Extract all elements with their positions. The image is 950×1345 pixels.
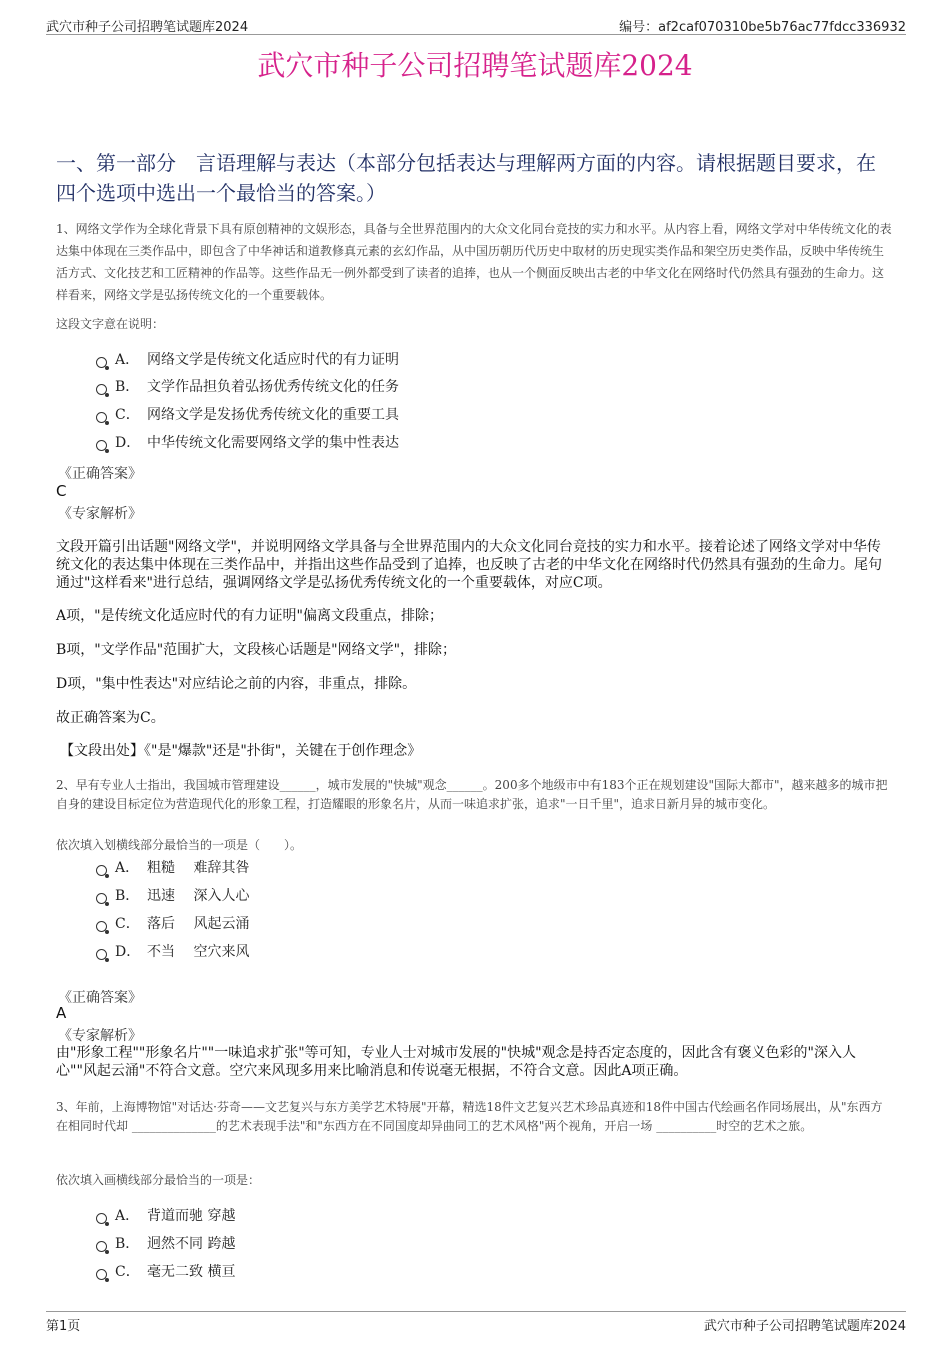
question-2-prompt: 依次填入划横线部分最恰当的一项是（ ）。: [56, 838, 303, 852]
q2-answer-label: 《正确答案》: [58, 990, 142, 1006]
radio-icon[interactable]: [96, 921, 107, 932]
question-3-prompt: 依次填入画横线部分最恰当的一项是：: [56, 1173, 261, 1187]
section-heading: 一、第一部分 言语理解与表达（本部分包括表达与理解两方面的内容。请根据题目要求，在四个选项中选出一个最恰当的答案。）: [56, 151, 876, 205]
radio-icon[interactable]: [96, 1269, 107, 1280]
q1-note-d: D项，"集中性表达"对应结论之前的内容，非重点，排除。: [56, 676, 417, 692]
radio-icon[interactable]: [96, 440, 107, 451]
page-footer: [46, 1311, 906, 1334]
q1-analysis: 文段开篇引出话题"网络文学"，并说明网络文学具备与全世界范围内的大众文化同台竞技的实力和水平。接着论述了网络文学对中华传统文化的表达集中体现在三类作品中，并指出这些作品受到了追捧，也反映了古老的中华文化在网络时代仍然具有强劲的生命力。尾句通过"这样看来"进行总结，强调网络文学是弘扬优秀传统文化的一个重要载体，对应C项。: [56, 539, 882, 591]
q1-answer: C: [56, 482, 67, 500]
question-3-text: 3、年前，上海博物馆"对话达·芬奇——文艺复兴与东方美学艺术特展"开幕，精选18件文艺复兴艺术珍品真迹和18件中国古代绘画名作同场展出，从"东西方在相同时代却 ______________的艺术表现手法"和"东西方在不同国度却异曲同工的艺术风格"两个视角，开启一场 __________时空的艺术之旅。: [56, 1100, 883, 1133]
q1-option-d[interactable]: D． 中华传统文化需要网络文学的集中性表达: [96, 433, 399, 453]
q2-analysis: 由"形象工程""形象名片""一味追求扩张"等可知，专业人士对城市发展的"快城"观念是持否定态度的，因此含有褒义色彩的"深入人心""风起云涌"不符合文意。空穴来风现多用来比喻消息和传说毫无根据，不符合文意。因此A项正确。: [56, 1045, 856, 1079]
q3-option-b[interactable]: B． 迥然不同 跨越: [96, 1234, 235, 1254]
q2-option-b[interactable]: B． 迅速 深入人心: [96, 886, 249, 906]
q1-option-b[interactable]: B． 文学作品担负着弘扬优秀传统文化的任务: [96, 377, 399, 397]
radio-icon[interactable]: [96, 949, 107, 960]
radio-icon[interactable]: [96, 412, 107, 423]
q1-option-a[interactable]: A． 网络文学是传统文化适应时代的有力证明: [96, 350, 399, 370]
q2-answer: A: [56, 1004, 67, 1022]
q1-source: 【文段出处】《"是"爆款"还是"扑街"，关键在于创作理念》: [60, 743, 422, 759]
page-number: 第1页: [46, 1319, 81, 1334]
document-id: 编号：af2caf070310be5b76ac77fdcc336932: [619, 20, 906, 35]
radio-icon[interactable]: [96, 357, 107, 368]
footer-title: 武穴市种子公司招聘笔试题库2024: [703, 1319, 906, 1334]
question-2-text: 2、早有专业人士指出，我国城市管理建设______，城市发展的"快城"观念______。200多个地级市中有183个正在规划建设"国际大都市"，越来越多的城市把自身的建设目标定位为营造现代化的形象工程，打造耀眼的形象名片，从而一味追求扩张，追求"一日千里"，追求日新月异的城市变化。: [56, 778, 888, 811]
radio-icon[interactable]: [96, 893, 107, 904]
page-title: 武穴市种子公司招聘笔试题库2024: [257, 49, 693, 82]
q1-option-c[interactable]: C． 网络文学是发扬优秀传统文化的重要工具: [96, 405, 399, 425]
q3-option-c[interactable]: C． 毫无二致 横亘: [96, 1262, 235, 1282]
q2-option-c[interactable]: C． 落后 风起云涌: [96, 914, 249, 934]
question-1-prompt: 这段文字意在说明：: [56, 317, 165, 331]
radio-icon[interactable]: [96, 384, 107, 395]
question-1-text: 1、网络文学作为全球化背景下具有原创精神的文娱形态，具备与全世界范围内的大众文化同台竞技的实力和水平。从内容上看，网络文学对中华传统文化的表达集中体现在三类作品中，即包含了中华神话和道教修真元素的玄幻作品，从中国历朝历代历史中取材的历史现实类作品和架空历史类作品，反映中华传统生活方式、文化技艺和工匠精神的作品等。这些作品无一例外都受到了读者的追捧，也从一个侧面反映出古老的中华文化在网络时代仍然具有强劲的生命力。这样看来，网络文学是弘扬传统文化的一个重要载体。: [56, 222, 892, 302]
q3-option-a[interactable]: A． 背道而驰 穿越: [96, 1206, 235, 1226]
q2-option-d[interactable]: D． 不当 空穴来风: [96, 942, 249, 962]
q1-note-a: A项，"是传统文化适应时代的有力证明"偏离文段重点，排除；: [56, 608, 443, 624]
radio-icon[interactable]: [96, 865, 107, 876]
page-header: [46, 14, 906, 35]
q1-conclusion: 故正确答案为C。: [56, 710, 165, 726]
q1-note-b: B项，"文学作品"范围扩大，文段核心话题是"网络文学"，排除；: [56, 642, 457, 658]
radio-icon[interactable]: [96, 1213, 107, 1224]
q2-analysis-label: 《专家解析》: [58, 1028, 142, 1044]
header-title: 武穴市种子公司招聘笔试题库2024: [46, 20, 249, 35]
q2-option-a[interactable]: A． 粗糙 难辞其咎: [96, 858, 249, 878]
radio-icon[interactable]: [96, 1241, 107, 1252]
q1-analysis-label: 《专家解析》: [58, 506, 142, 522]
q1-answer-label: 《正确答案》: [58, 466, 142, 482]
